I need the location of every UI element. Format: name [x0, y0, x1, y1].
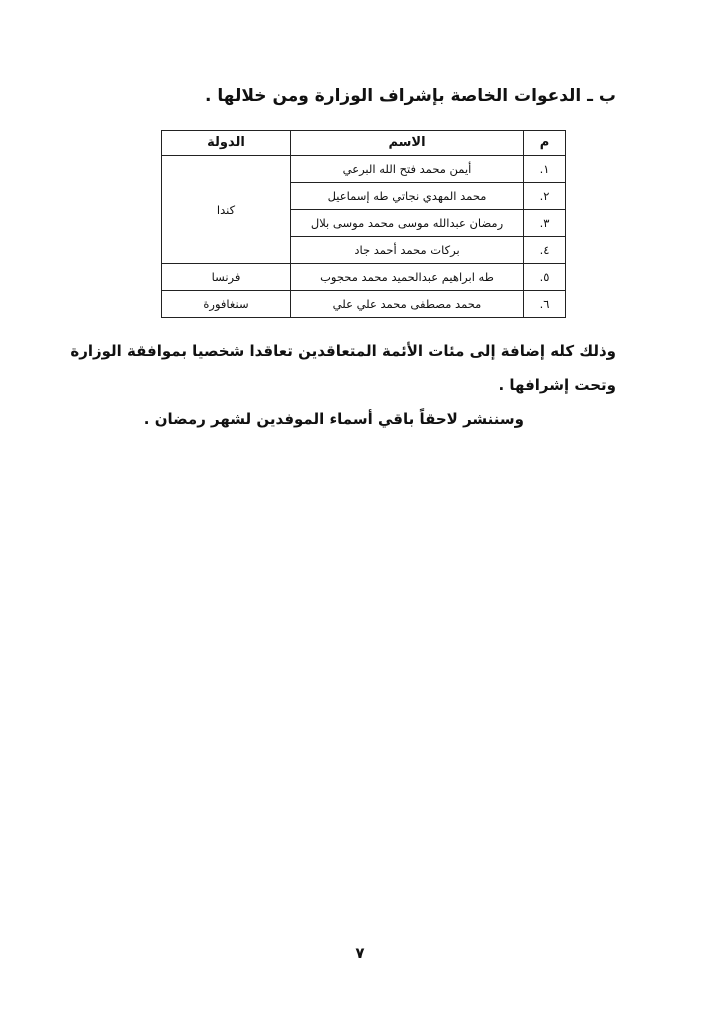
section-heading: ب ـ الدعوات الخاصة بإشراف الوزارة ومن خلالها .	[205, 86, 616, 106]
delegates-table	[161, 130, 566, 318]
row-number: ١.	[524, 156, 566, 183]
header-number: م	[524, 131, 566, 156]
country-cell: سنغافورة	[162, 291, 291, 318]
delegate-name: أيمن محمد فتح الله البرعي	[291, 156, 524, 183]
delegate-name: محمد المهدي نجاتي طه إسماعيل	[291, 183, 524, 210]
paragraph-line: وذلك كله إضافة إلى مئات الأئمة المتعاقدين تعاقدا شخصيا بموافقة الوزارة	[70, 342, 616, 360]
row-number: ٣.	[524, 210, 566, 237]
row-number: ٤.	[524, 237, 566, 264]
country-cell: كندا	[162, 156, 291, 264]
table-row	[162, 156, 566, 183]
delegate-name: بركات محمد أحمد جاد	[291, 237, 524, 264]
table-row	[162, 291, 566, 318]
table-row	[162, 264, 566, 291]
delegate-name: محمد مصطفى محمد علي علي	[291, 291, 524, 318]
row-number: ٦.	[524, 291, 566, 318]
delegate-name: رمضان عبدالله موسى محمد موسى بلال	[291, 210, 524, 237]
header-country: الدولة	[162, 131, 291, 156]
table-header-row	[162, 131, 566, 156]
row-number: ٢.	[524, 183, 566, 210]
delegate-name: طه ابراهيم عبدالحميد محمد محجوب	[291, 264, 524, 291]
country-cell: فرنسا	[162, 264, 291, 291]
paragraph-line: وسننشر لاحقاً باقي أسماء الموفدين لشهر رمضان .	[143, 410, 524, 428]
row-number: ٥.	[524, 264, 566, 291]
paragraph-line: وتحت إشرافها .	[498, 376, 616, 394]
page-number: ٧	[355, 944, 365, 962]
header-name: الاسم	[291, 131, 524, 156]
